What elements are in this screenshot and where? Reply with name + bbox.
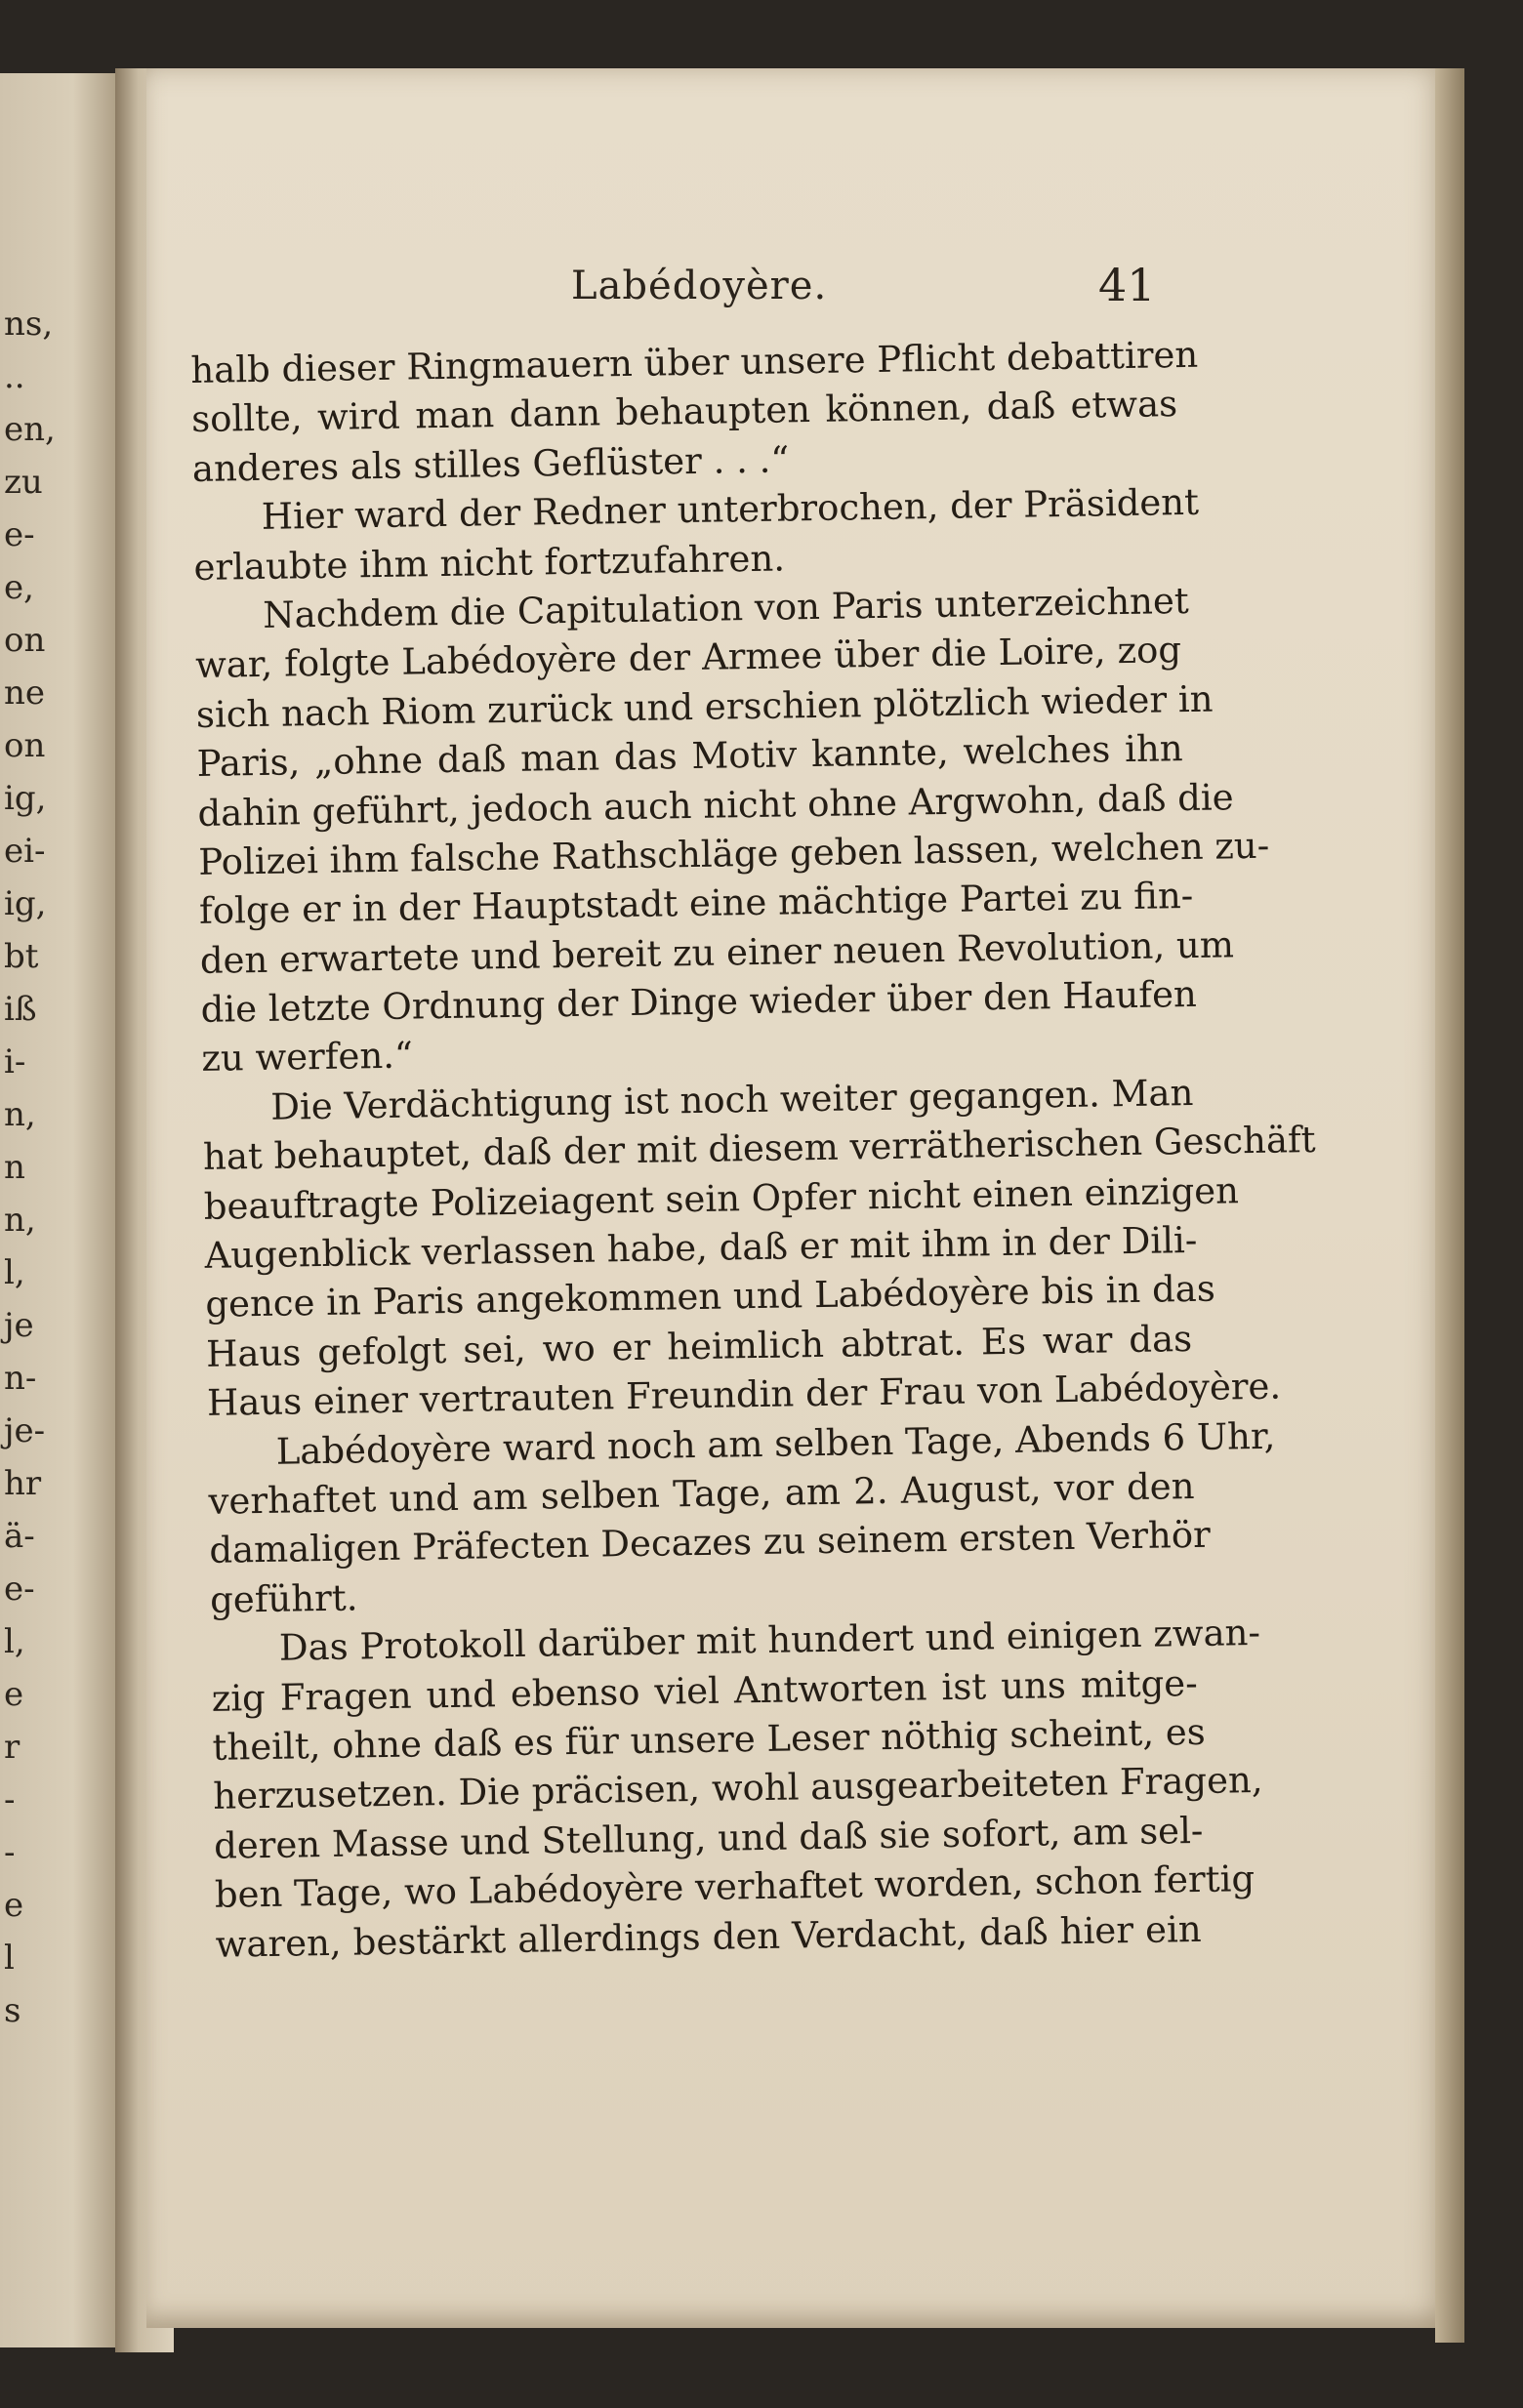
- left-page-fragment: e-: [4, 1570, 35, 1609]
- text-line: damaligen Präfecten Decazes zu seinem ersten Verhör: [209, 1514, 1212, 1572]
- text-line: Haus einer vertrauten Freundin der Frau von Labédoyère.: [206, 1365, 1282, 1425]
- left-page-fragment: l,: [4, 1622, 25, 1661]
- left-page-fragment: r: [4, 1728, 21, 1767]
- left-page-fragment: ä-: [4, 1517, 35, 1556]
- left-page-fragment: ..: [4, 357, 25, 396]
- text-line: waren, bestärkt allerdings den Verdacht, daß hier ein: [215, 1907, 1202, 1966]
- text-line: Die Verdächtigung ist noch weiter gegangen. Man: [269, 1071, 1194, 1128]
- left-page-fragment: ig,: [4, 779, 47, 818]
- text-line: Hier ward der Redner unterbrochen, der Präsident: [261, 480, 1200, 539]
- left-page-fragment: s: [4, 1991, 21, 2030]
- left-page-fragment: ne: [4, 673, 46, 713]
- text-line: zig Fragen und ebenso viel Antworten ist uns mitge-: [211, 1661, 1198, 1720]
- text-line: Labédoyère ward noch am selben Tage, Abends 6 Uhr,: [275, 1414, 1276, 1473]
- left-page-fragment: ig,: [4, 884, 47, 923]
- text-line: folge er in der Hauptstadt eine mächtige Partei zu fin-: [198, 875, 1194, 933]
- left-page-fragment: on: [4, 621, 46, 660]
- left-page-fragment: l,: [4, 1253, 25, 1292]
- text-line: sollte, wird man dann behaupten können, daß etwas: [190, 383, 1178, 441]
- text-line: Nachdem die Capitulation von Paris unterzeichnet: [262, 579, 1190, 636]
- left-page-fragment: je: [4, 1306, 34, 1345]
- text-line: ben Tage, wo Labédoyère verhaftet worden, schon fertig: [214, 1857, 1255, 1916]
- text-line: deren Masse und Stellung, und daß sie sofort, am sel-: [213, 1809, 1204, 1867]
- left-page-fragment: je-: [4, 1411, 46, 1450]
- text-line: die letzte Ordnung der Dinge wieder über den Haufen: [200, 972, 1198, 1031]
- text-line: gence in Paris angekommen und Labédoyère bis in das: [205, 1268, 1216, 1326]
- page-number: 41: [1098, 259, 1156, 311]
- left-page-fragment: ns,: [4, 305, 54, 344]
- text-line: verhaftet und am selben Tage, am 2. August, vor den: [208, 1464, 1195, 1523]
- left-page-fragment: n: [4, 1148, 25, 1187]
- left-page-fragment: n-: [4, 1359, 37, 1398]
- left-page-fragment: on: [4, 726, 46, 765]
- text-line: Haus gefolgt sei, wo er heimlich abtrat. Es war das: [205, 1317, 1193, 1375]
- text-line: Paris, „ohne daß man das Motiv kannte, welches ihn: [196, 727, 1183, 786]
- text-line: den erwartete und bereit zu einer neuen Revolution, um: [199, 922, 1235, 982]
- text-line: herzusetzen. Die präcisen, wohl ausgearbeiteten Fragen,: [213, 1759, 1263, 1818]
- text-line: Polizei ihm falsche Rathschläge geben lassen, welchen zu-: [197, 824, 1270, 883]
- text-line: hat behauptet, daß der mit diesem verrätherischen Geschäft: [202, 1119, 1316, 1179]
- left-page-fragment: e: [4, 1886, 24, 1925]
- text-line: geführt.: [209, 1576, 358, 1621]
- left-page-fragment: i-: [4, 1042, 26, 1082]
- body-text: [190, 331, 1316, 1970]
- left-page-fragment: e-: [4, 515, 35, 554]
- text-line: erlaubte ihm nicht fortzufahren.: [193, 537, 786, 589]
- text-line: sich nach Riom zurück und erschien plötzlich wieder in: [195, 677, 1214, 736]
- left-page-fragment: e,: [4, 568, 34, 607]
- text-line: war, folgte Labédoyère der Armee über die Loire, zog: [194, 629, 1182, 687]
- left-page-edge: [0, 73, 122, 2347]
- left-page-fragment: en,: [4, 410, 56, 449]
- text-line: Das Protokoll darüber mit hundert und einigen zwan-: [278, 1612, 1261, 1669]
- running-title: Labédoyère.: [571, 264, 828, 308]
- left-page-fragment: bt: [4, 937, 39, 976]
- left-page-fragment: ei-: [4, 832, 46, 871]
- left-page-fragment: hr: [4, 1464, 42, 1503]
- page-edge: [1435, 68, 1464, 2343]
- text-line: anderes als stilles Geflüster . . .“: [191, 438, 790, 490]
- text-line: theilt, ohne daß es für unsere Leser nöthig scheint, es: [212, 1710, 1206, 1769]
- left-page-fragment: zu: [4, 463, 43, 502]
- left-page-fragment: -: [4, 1833, 16, 1872]
- text-line: dahin geführt, jedoch auch nicht ohne Argwohn, daß die: [197, 775, 1234, 835]
- left-page-fragment: e: [4, 1675, 24, 1714]
- left-page-fragment: n,: [4, 1095, 36, 1134]
- text-line: Augenblick verlassen habe, daß er mit ihm in der Dili-: [204, 1218, 1198, 1277]
- left-page-fragment: -: [4, 1780, 16, 1819]
- text-line: halb dieser Ringmauern über unsere Pflicht debattiren: [190, 333, 1199, 391]
- left-page-fragment: l: [4, 1939, 15, 1978]
- text-line: beauftragte Polizeiagent sein Opfer nicht einen einzigen: [203, 1168, 1240, 1228]
- text-line: zu werfen.“: [201, 1034, 414, 1081]
- left-page-fragment: iß: [4, 990, 37, 1029]
- left-page-fragment: n,: [4, 1201, 36, 1240]
